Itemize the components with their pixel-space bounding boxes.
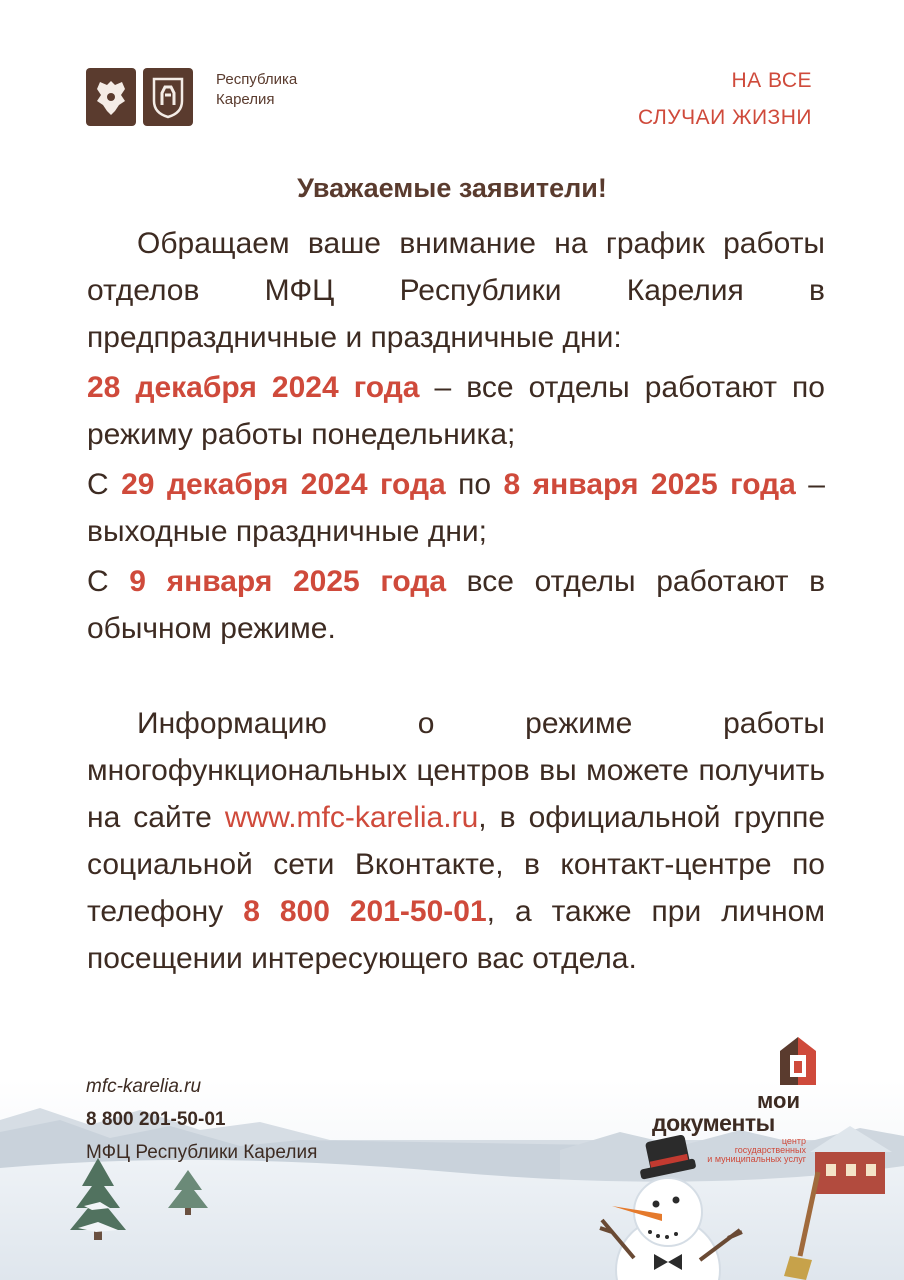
schedule-item-1	[87, 364, 825, 458]
moi-dokumenty-icon	[778, 1035, 818, 1087]
schedule-item-2-middle: по	[445, 468, 504, 501]
footer-site[interactable]: mfc-karelia.ru	[86, 1076, 202, 1097]
republic-label-line1: Республика	[216, 71, 298, 88]
footer-contacts	[86, 1070, 317, 1169]
schedule-item-2-text: – выходные праздничные дни;	[87, 468, 825, 548]
website-link[interactable]: www.mfc-karelia.ru	[224, 801, 479, 834]
schedule-item-3-prefix: С	[87, 565, 130, 598]
brand-subtitle	[707, 1137, 806, 1164]
brand-subtitle-line2: государственных	[734, 1145, 806, 1155]
intro-paragraph: Обращаем ваше внимание на график работы отделов МФЦ Республики Карелия в предпраздничные и праздничные дни:	[87, 227, 825, 354]
schedule-item-2-date-to: 8 января 2025 года	[503, 468, 796, 501]
moi-dokumenty-logo	[652, 1035, 812, 1164]
slogan	[638, 62, 812, 136]
slogan-line1: НА ВСЕ	[731, 69, 812, 92]
footer-phone: 8 800 201-50-01	[86, 1109, 226, 1130]
notice-body	[87, 220, 825, 982]
info-paragraph	[87, 700, 825, 982]
brand-subtitle-line3: и муниципальных услуг	[707, 1154, 806, 1164]
republic-label-line2: Карелия	[216, 91, 275, 108]
info-text-3: , а также при личном посещении интересующего вас отдела.	[87, 895, 825, 975]
schedule-item-2-prefix: С	[87, 468, 122, 501]
phone-number: 8 800 201-50-01	[243, 895, 487, 928]
brand-moi-text: мои	[757, 1088, 800, 1113]
russia-emblem-icon	[86, 68, 136, 126]
schedule-item-3	[87, 558, 825, 652]
info-text-1: Информацию о режиме работы многофункциональных центров вы можете получить на сайте	[87, 707, 825, 834]
slogan-line2: СЛУЧАИ ЖИЗНИ	[638, 106, 812, 129]
schedule-item-3-text: все отделы работают в обычном режиме.	[87, 565, 826, 645]
footer-org: МФЦ Республики Карелия	[86, 1142, 318, 1163]
schedule-item-2	[87, 461, 825, 555]
republic-label	[216, 70, 297, 110]
schedule-item-3-date: 9 января 2025 года	[129, 565, 447, 598]
notice-title: Уважаемые заявители!	[297, 173, 607, 203]
karelia-emblem-icon	[143, 68, 193, 126]
brand-subtitle-line1: центр	[781, 1136, 806, 1146]
info-text-2: , в официальной группе социальной сети Вконтакте, в контакт-центре по телефону	[87, 801, 826, 928]
brand-docs-text: документы	[652, 1110, 775, 1136]
schedule-item-1-date: 28 декабря 2024 года	[87, 371, 420, 404]
schedule-item-2-date-from: 29 декабря 2024 года	[121, 468, 446, 501]
schedule-item-1-text: – все отделы работают по режиму работы понедельника;	[87, 371, 825, 451]
